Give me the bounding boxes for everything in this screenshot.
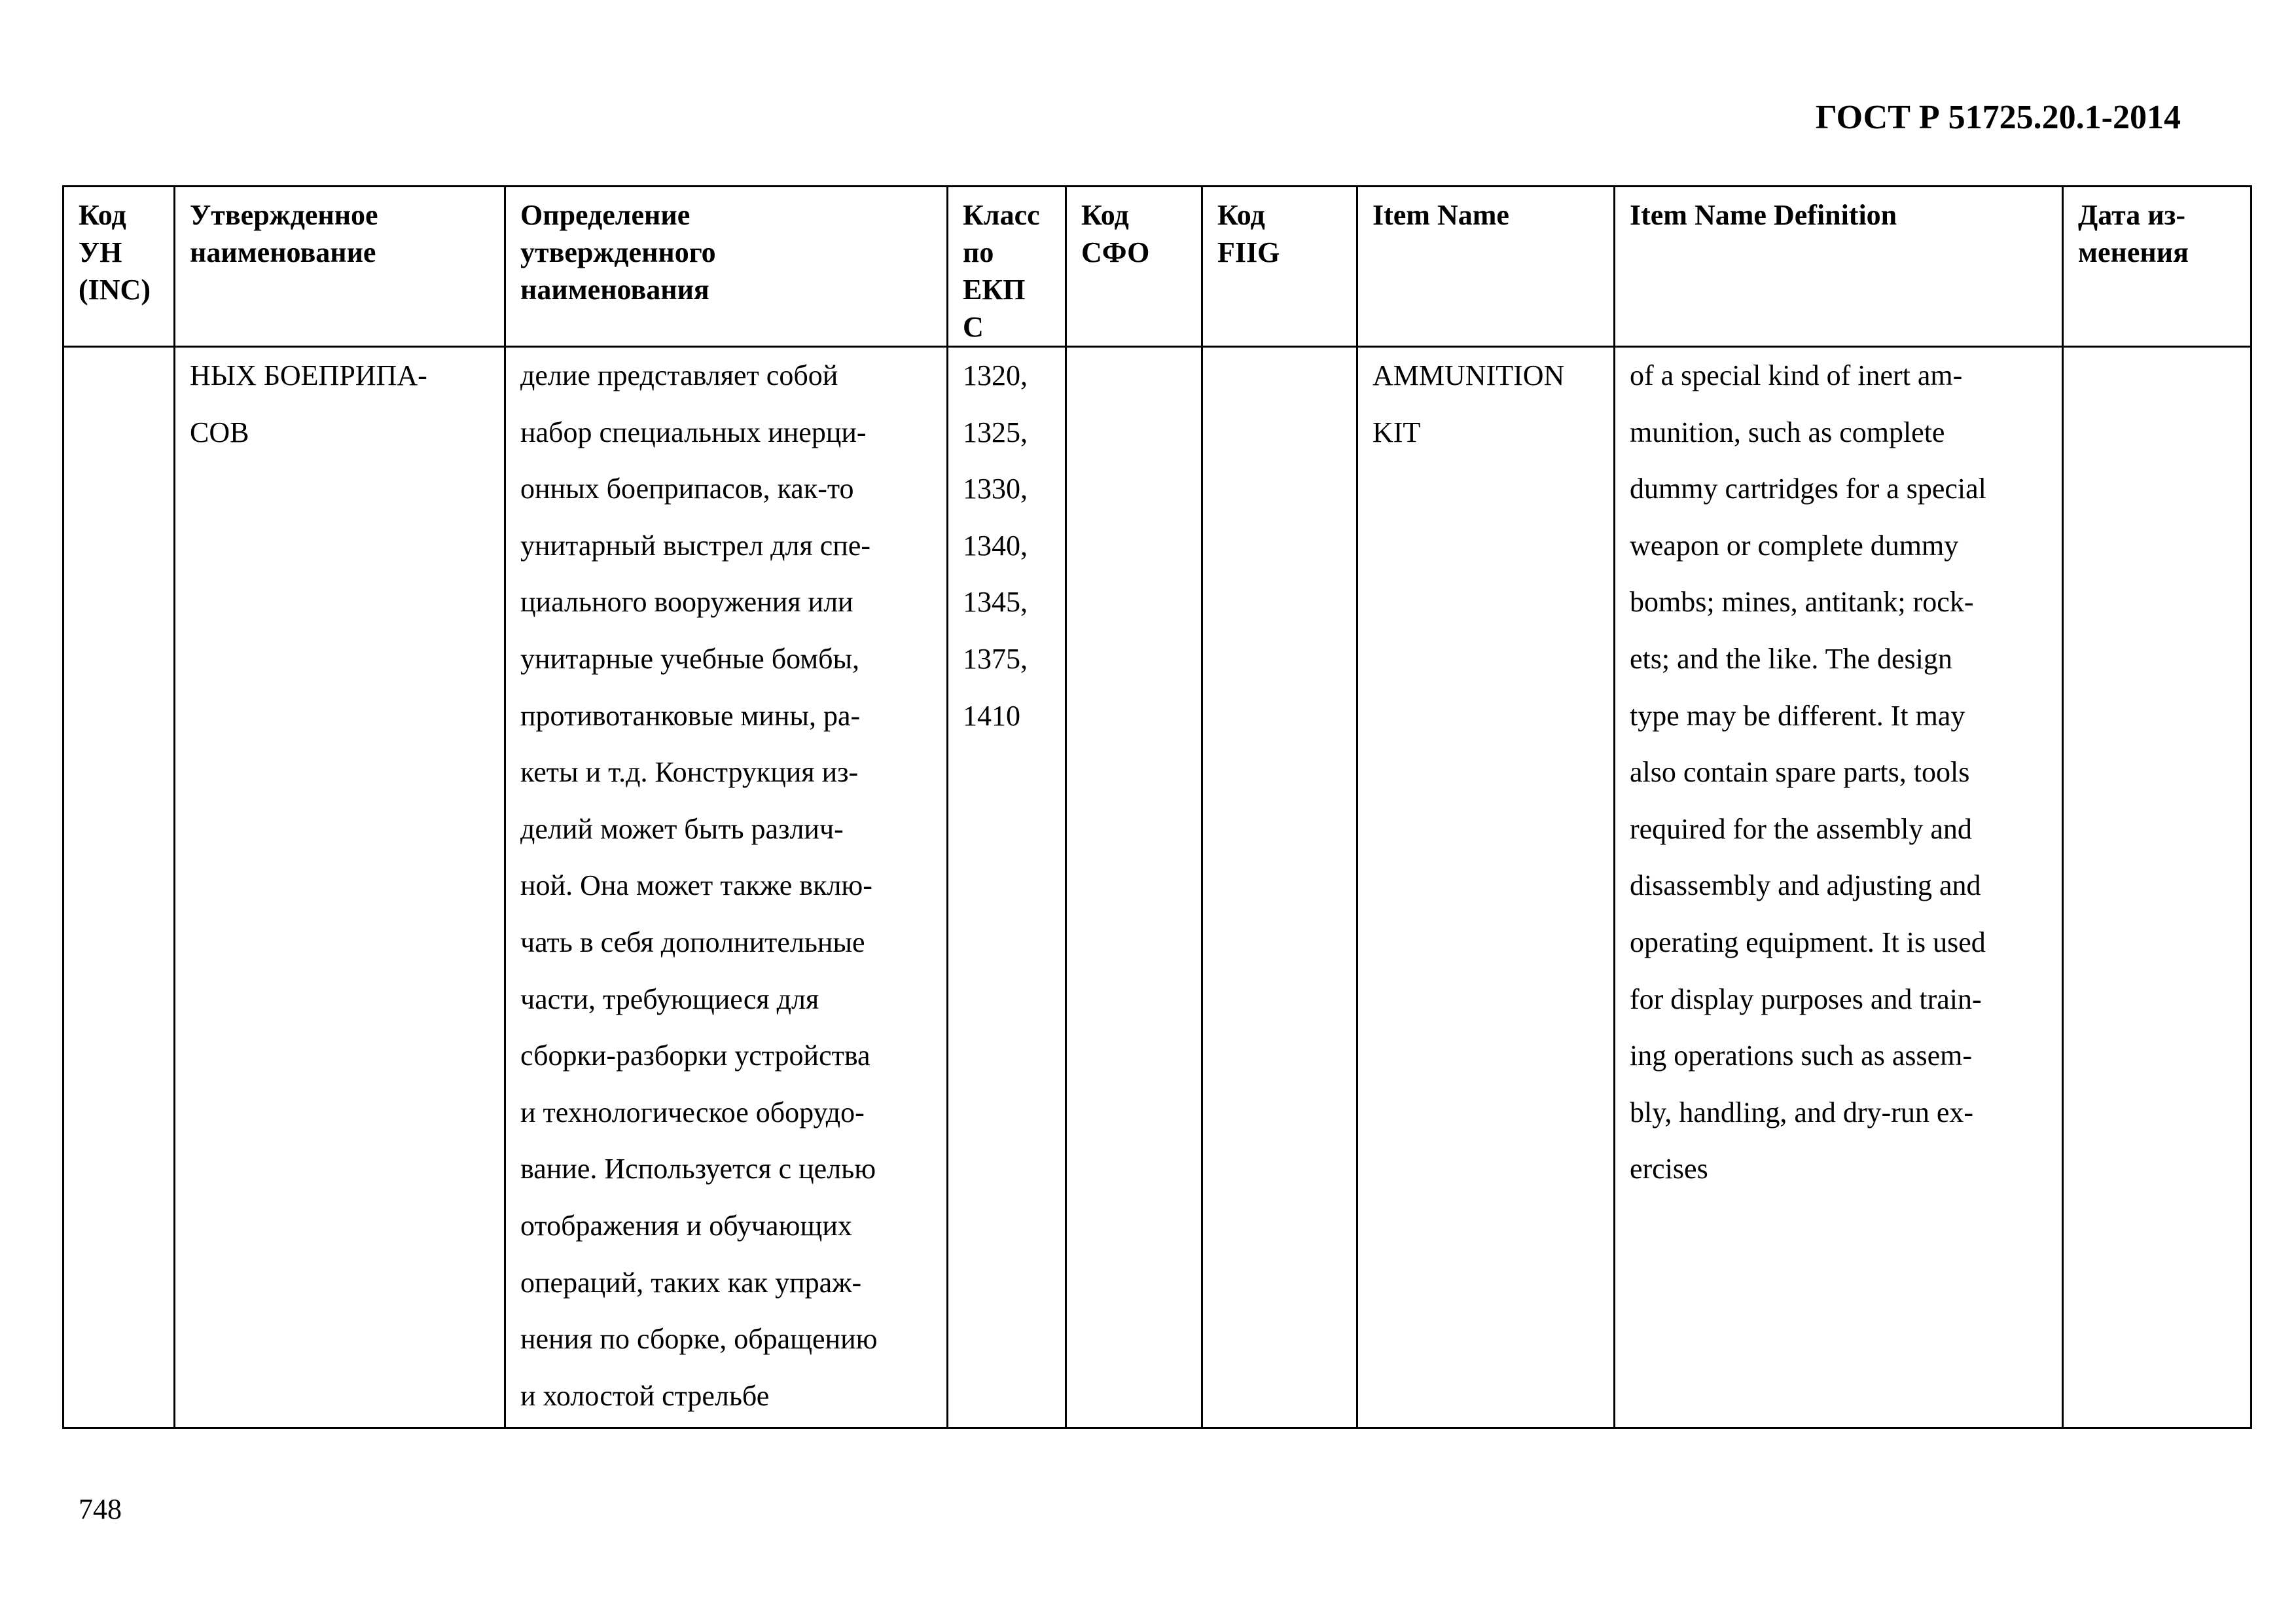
page-number: 748 [79,1493,122,1525]
nomenclature-table [62,185,2252,1429]
table-row [63,347,2251,1428]
column-header-item-name: Item Name [1357,187,1615,347]
table-header-row [63,187,2251,347]
cell-approved-name: НЫХ БОЕПРИПА- СОВ [175,347,505,1428]
cell-item-name: AMMUNITION KIT [1357,347,1615,1428]
column-header-change-date: Дата из- менения [2063,187,2251,347]
column-header-ekps-class: Класс по ЕКП С [948,187,1066,347]
cell-definition: делие представляет собой набор специальных инерци- онных боеприпасов, как-то унитарный выстрел для спе- циального вооружения или унитарные учебные бомбы, противотанковые мины, ра- кеты и т.д. Конструкция из- делий может быть различ- ной. Она может также вклю- чать в себя дополнительные части, требующиеся для сборки-разборки устройства и технологическое оборудо- вание. Используется с целью отображения и обучающих операций, таких как упраж- нения по сборке, обращению и холостой стрельбе [505,347,948,1428]
column-header-inc-code: Код УН (INC) [63,187,175,347]
cell-item-name-definition: of a special kind of inert am- munition, such as complete dummy cartridges for a special weapon or complete dummy bombs; mines, antitank; rock- ets; and the like. The design type may be different. It may also contain spare parts, tools required for the assembly and disassembly and adjusting and operating equipment. It is used for display purposes and train- ing operations such as assem- bly, handling, and dry-run ex- ercises [1615,347,2063,1428]
column-header-fiig-code: Код FIIG [1202,187,1357,347]
cell-fiig-code [1202,347,1357,1428]
column-header-approved-name: Утвержденное наименование [175,187,505,347]
cell-change-date [2063,347,2251,1428]
document-code: ГОСТ Р 51725.20.1-2014 [1815,99,2181,136]
column-header-sfo-code: Код СФО [1066,187,1202,347]
column-header-item-name-definition: Item Name Definition [1615,187,2063,347]
cell-inc-code [63,347,175,1428]
cell-ekps-class: 1320, 1325, 1330, 1340, 1345, 1375, 1410 [948,347,1066,1428]
cell-sfo-code [1066,347,1202,1428]
column-header-definition: Определение утвержденного наименования [505,187,948,347]
